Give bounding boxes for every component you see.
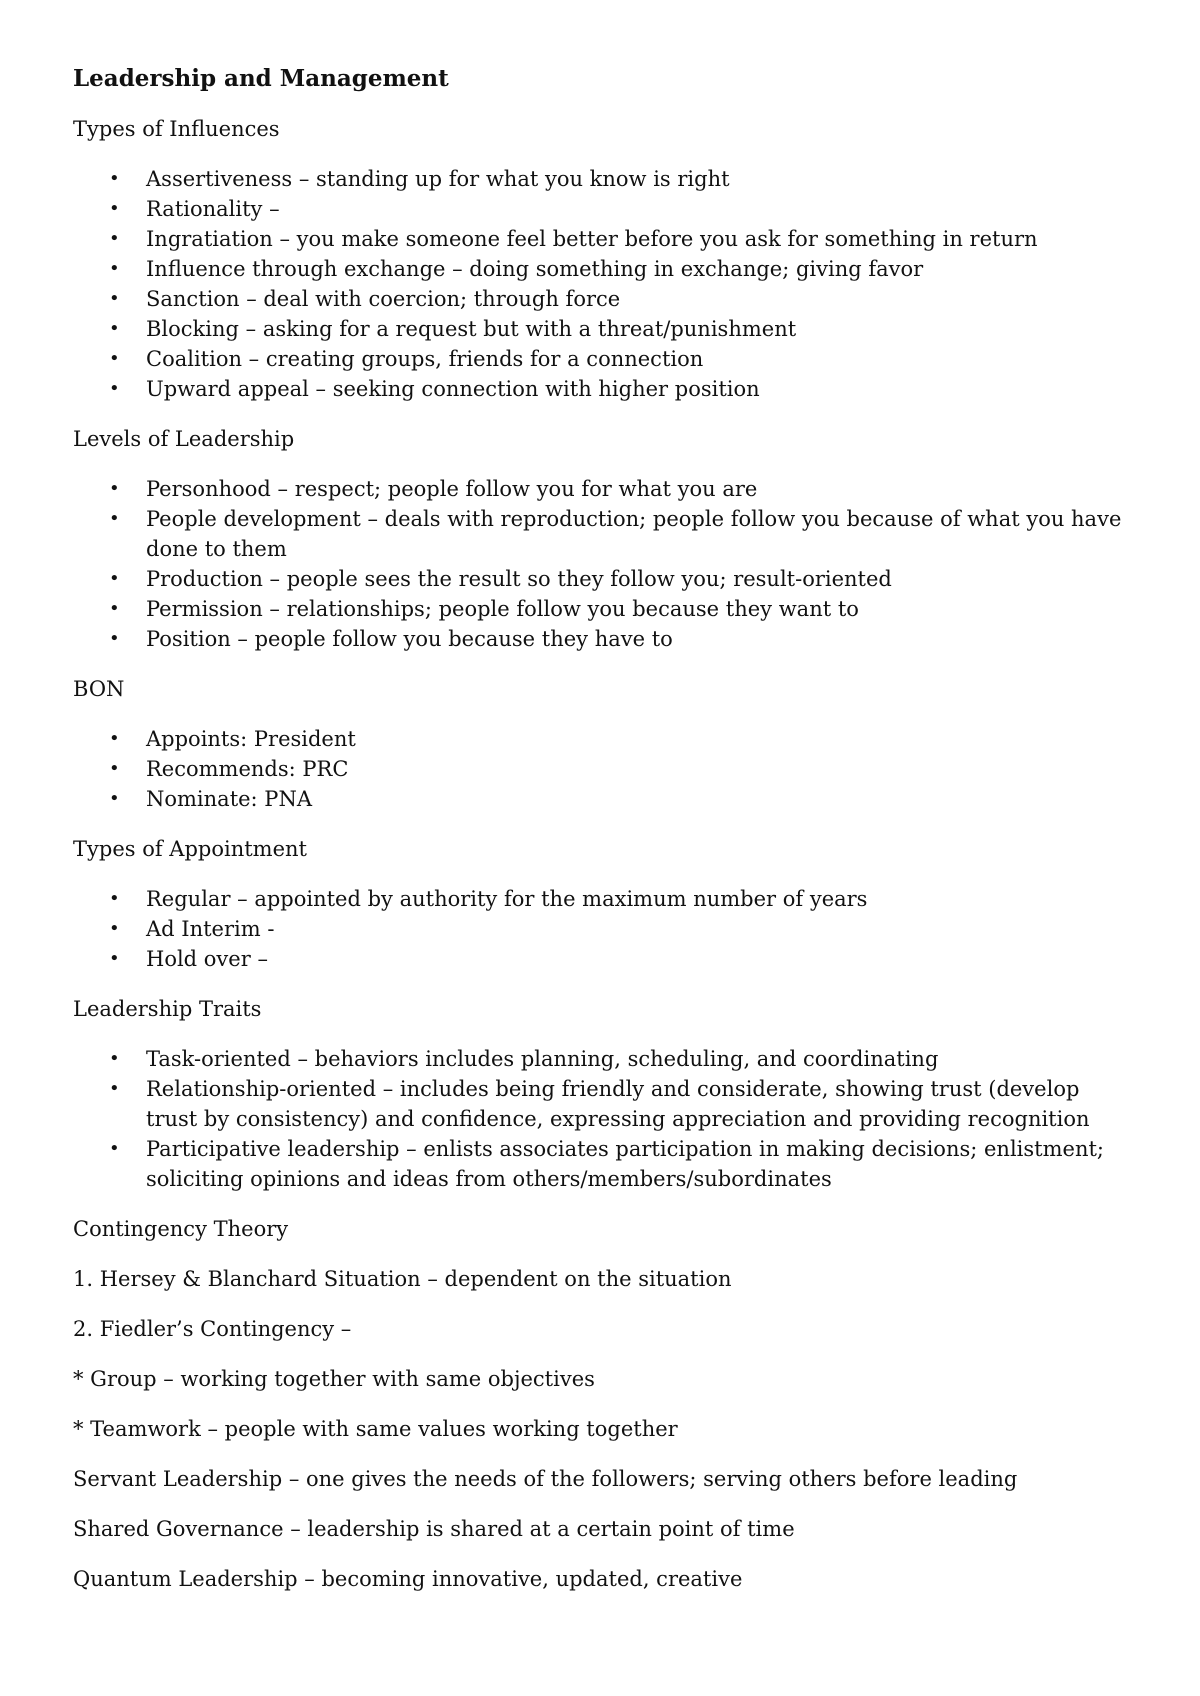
list-item — [73, 374, 1133, 404]
list-item — [73, 344, 1133, 374]
bullet-icon: • — [109, 348, 120, 369]
list-item-text: Personhood – respect; people follow you for what you are — [146, 477, 758, 501]
list-item — [73, 784, 1133, 814]
bullet-icon: • — [109, 758, 120, 779]
bullet-icon: • — [109, 478, 120, 499]
section-heading: Types of Appointment — [73, 837, 307, 861]
list-item-text: Coalition – creating groups, friends for a connection — [146, 347, 704, 371]
list-item — [73, 314, 1133, 344]
list-item — [73, 224, 1133, 254]
bullet-icon: • — [109, 568, 120, 589]
bullet-icon: • — [109, 1078, 120, 1099]
document-title: Leadership and Management — [73, 65, 449, 92]
list-item — [73, 504, 1133, 564]
list-item — [73, 944, 1133, 974]
bullet-icon: • — [109, 1138, 120, 1159]
bullet-icon: • — [109, 918, 120, 939]
section-heading: Types of Influences — [73, 117, 280, 141]
bullet-icon: • — [109, 598, 120, 619]
list-item-text: Sanction – deal with coercion; through force — [146, 287, 621, 311]
list-item — [73, 474, 1133, 504]
list-item — [73, 754, 1133, 784]
bullet-icon: • — [109, 198, 120, 219]
section-heading: Leadership Traits — [73, 997, 262, 1021]
bullet-icon: • — [109, 168, 120, 189]
paragraph: Shared Governance – leadership is shared at a certain point of time — [73, 1517, 795, 1541]
document-page — [73, 64, 1153, 1614]
bullet-icon: • — [109, 508, 120, 529]
paragraph: * Teamwork – people with same values working together — [73, 1417, 678, 1441]
list-item — [73, 594, 1133, 624]
paragraph: * Group – working together with same objectives — [73, 1367, 595, 1391]
list-item — [73, 1044, 1133, 1074]
list-item — [73, 564, 1133, 594]
bullet-list — [73, 724, 1153, 814]
list-item-text: Assertiveness – standing up for what you know is right — [146, 167, 730, 191]
list-item — [73, 284, 1133, 314]
bullet-list — [73, 164, 1153, 404]
bullet-icon: • — [109, 378, 120, 399]
paragraph: 1. Hersey & Blanchard Situation – dependent on the situation — [73, 1267, 732, 1291]
list-item-text: Nominate: PNA — [146, 787, 312, 811]
section-heading: Levels of Leadership — [73, 427, 295, 451]
list-item — [73, 1074, 1133, 1134]
list-item-text: Hold over – — [146, 947, 268, 971]
list-item — [73, 194, 1133, 224]
paragraph: Servant Leadership – one gives the needs of the followers; serving others before leading — [73, 1467, 1018, 1491]
list-item-text: Production – people sees the result so they follow you; result-oriented — [146, 567, 892, 591]
bullet-icon: • — [109, 228, 120, 249]
list-item-text: Upward appeal – seeking connection with higher position — [146, 377, 760, 401]
list-item-text: Position – people follow you because they have to — [146, 627, 673, 651]
list-item-text: Participative leadership – enlists associates participation in making decisions; enlistment; soliciting opinions and ideas from others/members/subordinates — [146, 1137, 1104, 1191]
list-item-text: Task-oriented – behaviors includes planning, scheduling, and coordinating — [146, 1047, 939, 1071]
list-item-text: Recommends: PRC — [146, 757, 349, 781]
bullet-icon: • — [109, 888, 120, 909]
list-item — [73, 624, 1133, 654]
bullet-icon: • — [109, 288, 120, 309]
bullet-icon: • — [109, 948, 120, 969]
list-item — [73, 254, 1133, 284]
paragraph: Contingency Theory — [73, 1217, 289, 1241]
bullet-icon: • — [109, 318, 120, 339]
list-item-text: Ad Interim - — [146, 917, 275, 941]
bullet-icon: • — [109, 258, 120, 279]
bullet-list — [73, 1044, 1153, 1194]
list-item — [73, 724, 1133, 754]
list-item-text: Blocking – asking for a request but with a threat/punishment — [146, 317, 797, 341]
paragraph: Quantum Leadership – becoming innovative, updated, creative — [73, 1567, 743, 1591]
list-item-text: Ingratiation – you make someone feel better before you ask for something in return — [146, 227, 1038, 251]
list-item-text: Rationality – — [146, 197, 280, 221]
bullet-list — [73, 884, 1153, 974]
section-heading: BON — [73, 677, 125, 701]
list-item — [73, 164, 1133, 194]
list-item-text: Permission – relationships; people follow you because they want to — [146, 597, 859, 621]
list-item — [73, 914, 1133, 944]
bullet-icon: • — [109, 788, 120, 809]
bullet-icon: • — [109, 628, 120, 649]
list-item — [73, 884, 1133, 914]
list-item — [73, 1134, 1133, 1194]
list-item-text: Influence through exchange – doing something in exchange; giving favor — [146, 257, 924, 281]
bullet-icon: • — [109, 728, 120, 749]
paragraph: 2. Fiedler’s Contingency – — [73, 1317, 352, 1341]
list-item-text: Appoints: President — [146, 727, 356, 751]
bullet-list — [73, 474, 1153, 654]
list-item-text: Relationship-oriented – includes being friendly and considerate, showing trust (develop trust by consistency) and confidence, expressing appreciation and providing recognition — [146, 1077, 1090, 1131]
list-item-text: People development – deals with reproduction; people follow you because of what you have done to them — [146, 507, 1122, 561]
list-item-text: Regular – appointed by authority for the maximum number of years — [146, 887, 868, 911]
bullet-icon: • — [109, 1048, 120, 1069]
